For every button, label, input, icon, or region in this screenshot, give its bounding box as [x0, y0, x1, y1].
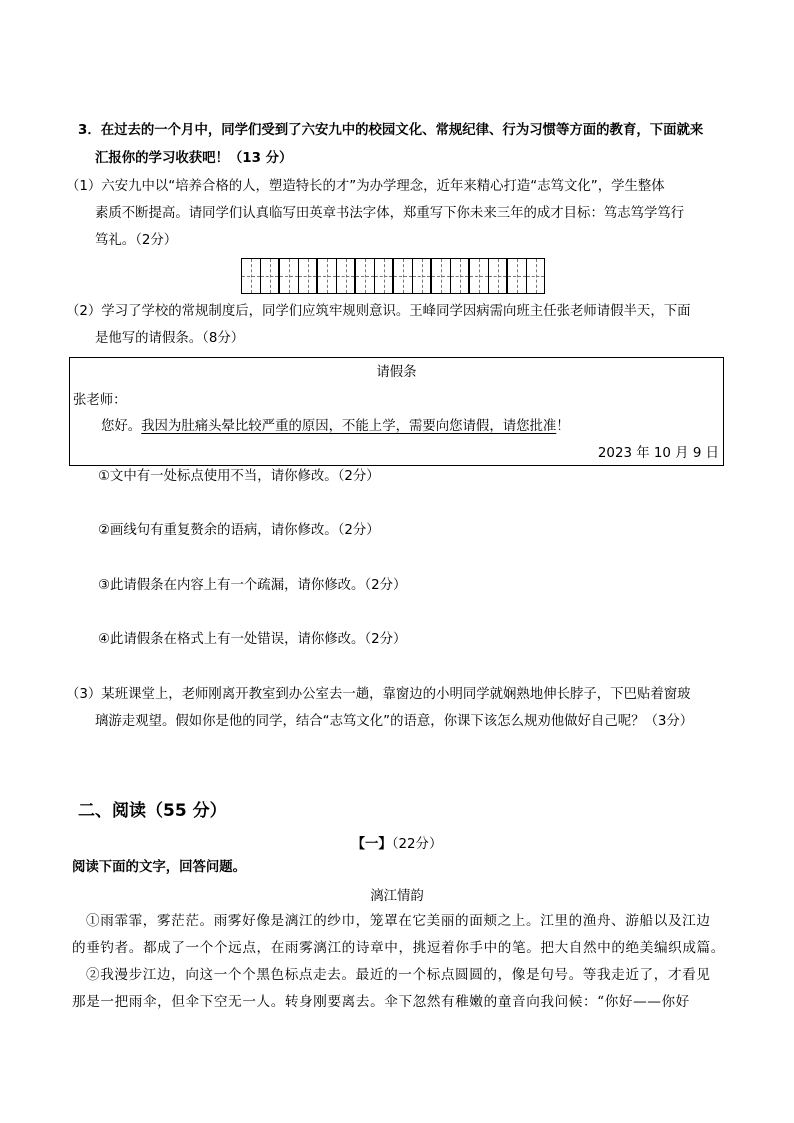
- leave-note-title: 请假条: [376, 365, 417, 380]
- q3-sub-question-3: ③此请假条在内容上有一个疏漏，请你修改。（2分）: [98, 578, 407, 593]
- grid-cell[interactable]: [508, 259, 526, 293]
- leave-note-body-prefix: 您好。: [101, 419, 142, 434]
- q3-part2-line1: （2）学习了学校的常规制度后，同学们应筑牢规则意识。王峰同学因病需向班主任张老师请假半天，下面: [66, 304, 691, 319]
- article-para1-line2: 的垂钓者。都成了一个个远点，在雨雾漓江的诗章中，挑逗着你手中的笔。把大自然中的绝美编织成篇。: [72, 940, 725, 956]
- grid-cell[interactable]: [280, 259, 298, 293]
- grid-cell[interactable]: [526, 259, 544, 293]
- grid-cell[interactable]: [450, 259, 468, 293]
- q3-part1-line2: 素质不断提高。请同学们认真临写田英章书法字体，郑重写下你未来三年的成才目标：笃志笃学笃行: [95, 206, 685, 221]
- q3-intro-line1: 3．在过去的一个月中，同学们受到了六安九中的校园文化、常规纪律、行为习惯等方面的教育，下面就来: [78, 123, 704, 138]
- article-para2-line2: 那是一把雨伞，但伞下空无一人。转身刚要离去。伞下忽然有稚嫩的童音向我问候：“你好——你好: [72, 994, 690, 1010]
- grid-char-pair-7[interactable]: [469, 258, 507, 294]
- article-para1-line1: ①雨霏霏，雾茫茫。雨雾好像是漓江的纱巾，笼罩在它美丽的面颊之上。江里的渔舟、游船以及江边: [86, 913, 711, 929]
- grid-cell[interactable]: [336, 259, 354, 293]
- grid-cell[interactable]: [298, 259, 316, 293]
- reading-instruction: 阅读下面的文字，回答问题。: [72, 860, 247, 875]
- q3-sub-question-4: ④此请假条在格式上有一处错误，请你修改。（2分）: [98, 632, 407, 647]
- leave-note-body: [101, 415, 570, 434]
- q3-part1-line1: （1）六安九中以“培养合格的人，塑造特长的才”为办学理念，近年来精心打造“志笃文化”，学生整体: [66, 179, 665, 194]
- grid-cell[interactable]: [356, 259, 374, 293]
- q3-part3-line1: （3）某班课堂上，老师刚离开教室到办公室去一趟，靠窗边的小明同学就娴熟地伸长脖子，下巴贴着窗玻: [66, 687, 691, 702]
- grid-cell[interactable]: [470, 259, 488, 293]
- leave-note-date: 2023 年 10 月 9 日: [597, 446, 719, 461]
- grid-cell[interactable]: [260, 259, 278, 293]
- q3-sub-question-1: ①文中有一处标点使用不当，请你修改。（2分）: [98, 469, 380, 484]
- reading-part-label: [0, 833, 794, 852]
- section-2-heading: 二、阅读（55 分）: [78, 801, 227, 821]
- grid-cell[interactable]: [488, 259, 506, 293]
- grid-cell[interactable]: [318, 259, 336, 293]
- grid-cell[interactable]: [374, 259, 392, 293]
- grid-char-pair-4[interactable]: [355, 258, 393, 294]
- grid-char-pair-5[interactable]: [393, 258, 431, 294]
- q3-intro-line2: 汇报你的学习收获吧！（13 分）: [95, 151, 293, 166]
- q3-sub-question-2: ②画线句有重复赘余的语病，请你修改。（2分）: [98, 523, 380, 538]
- grid-cell[interactable]: [242, 259, 260, 293]
- grid-cell[interactable]: [394, 259, 412, 293]
- grid-char-pair-1[interactable]: [241, 258, 279, 294]
- grid-char-pair-3[interactable]: [317, 258, 355, 294]
- leave-note-underlined-sentence: 我因为肚痛头晕比较严重的原因，不能上学，需要向您请假，请您批准: [141, 419, 557, 434]
- grid-char-pair-2[interactable]: [279, 258, 317, 294]
- reading-part-bracket: 【一】: [351, 837, 392, 852]
- writing-grid[interactable]: [241, 258, 545, 294]
- article-title: 漓江情韵: [370, 889, 424, 904]
- grid-char-pair-8[interactable]: [507, 258, 545, 294]
- leave-note-greeting: 张老师：: [73, 393, 127, 408]
- q3-part2-line2: 是他写的请假条。（8分）: [95, 331, 245, 346]
- grid-cell[interactable]: [432, 259, 450, 293]
- grid-char-pair-6[interactable]: [431, 258, 469, 294]
- leave-note-body-suffix: ！: [556, 419, 570, 434]
- leave-note-box: [69, 357, 724, 466]
- reading-part-score: （22分）: [391, 837, 443, 852]
- q3-part1-line3: 笃礼。（2分）: [95, 233, 178, 248]
- article-para2-line1: ②我漫步江边，向这一个个黑色标点走去。最近的一个标点圆圆的，像是句号。等我走近了，才看见: [86, 967, 711, 983]
- q3-part3-line2: 璃游走观望。假如你是他的同学，结合“志笃文化”的语意，你课下该怎么规劝他做好自己呢？（3分）: [95, 714, 694, 729]
- grid-cell[interactable]: [412, 259, 430, 293]
